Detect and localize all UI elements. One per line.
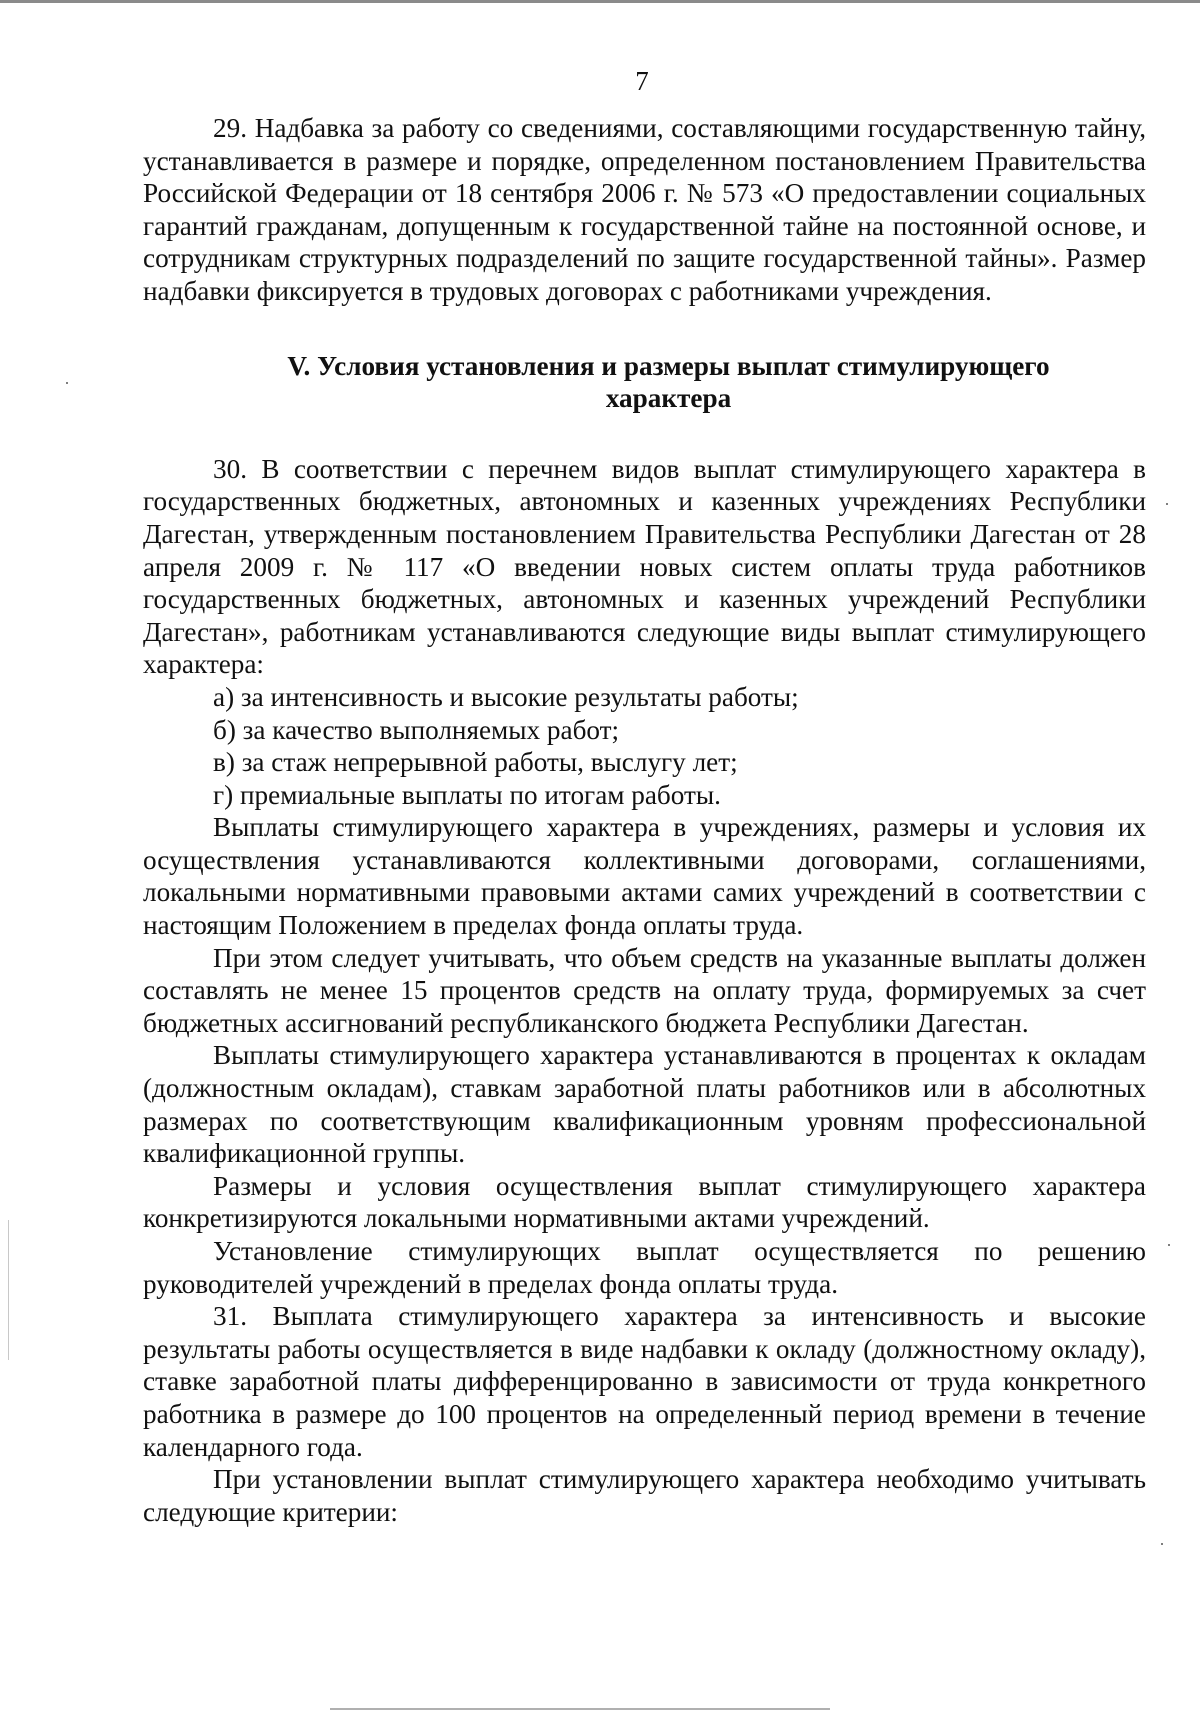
scan-border-top [0, 0, 1200, 3]
section-heading-line-2: характера [605, 383, 732, 414]
scan-border-bottom [330, 1708, 830, 1710]
list-item-a: а) за интенсивность и высокие результаты работы; [213, 681, 799, 712]
list-item-b: б) за качество выполняемых работ; [213, 714, 620, 745]
paragraph-29: 29. Надбавка за работу со сведениями, составляющими государственную тайну, устанавливается в размере и порядке, определенном постановлением Правительства Российской Федерации от 18 сентября 2006 г. № 573 «О предоставлении социальных гарантий гражданам, допущенным к государственной тайне на постоянной основе, и сотрудникам структурных подразделений по защите государственной тайны». Размер надбавки фиксируется в трудовых договорах с работниками учреждения. [143, 113, 1146, 306]
list-item-v: в) за стаж непрерывной работы, выслугу лет; [213, 747, 738, 778]
paragraph-local-acts: Размеры и условия осуществления выплат стимулирующего характера конкретизируются локальными нормативными актами учреждений. [143, 1170, 1146, 1234]
paragraph-conditions: Выплаты стимулирующего характера в учреждениях, размеры и условия их осуществления устанавливаются коллективными договорами, соглашениями, локальными нормативными правовыми актами самих учреждений в соответствии с настоящим Положением в пределах фонда оплаты труда. [143, 812, 1146, 941]
scan-edge-mark [8, 1220, 9, 1360]
paragraph-volume: При этом следует учитывать, что объем средств на указанные выплаты должен составлять не менее 15 процентов средств на оплату труда, формируемых за счет бюджетных ассигнований республиканского бюджета Республики Дагестан. [143, 942, 1146, 1038]
page-number: 7 [635, 66, 649, 96]
scan-speck [1166, 503, 1168, 505]
paragraph-decision: Установление стимулирующих выплат осуществляется по решению руководителей учреждений в пределах фонда оплаты труда. [143, 1236, 1146, 1299]
document-body [143, 112, 1146, 1528]
scan-speck [66, 382, 68, 384]
scan-speck [1161, 1543, 1163, 1545]
paragraph-percent: Выплаты стимулирующего характера устанавливаются в процентах к окладам (должностным окладам), ставкам заработной платы работников или в абсолютных размерах по соответствующим квалификационным уровням профессиональной квалификационной группы. [143, 1040, 1146, 1169]
list-item-g: г) премиальные выплаты по итогам работы. [213, 779, 721, 810]
scan-speck [1168, 1244, 1170, 1246]
section-heading-line-1: V. Условия установления и размеры выплат стимулирующего [287, 350, 1050, 381]
paragraph-30: 30. В соответствии с перечнем видов выплат стимулирующего характера в государственных бюджетных, автономных и казенных учреждениях Республики Дагестан, утвержденным постановлением Правительства Республики Дагестан от 28 апреля 2009 г. № 117 «О введении новых систем оплаты труда работников государственных бюджетных, автономных и казенных учреждений Республики Дагестан», работникам устанавливаются следующие виды выплат стимулирующего характера: [143, 453, 1146, 680]
paragraph-criteria: При установлении выплат стимулирующего характера необходимо учитывать следующие критерии: [143, 1464, 1146, 1527]
paragraph-31: 31. Выплата стимулирующего характера за интенсивность и высокие результаты работы осуществляется в виде надбавки к окладу (должностному окладу), ставке заработной платы дифференцированно в зависимости от труда конкретного работника в размере до 100 процентов на определенный период времени в течение календарного года. [143, 1301, 1146, 1462]
